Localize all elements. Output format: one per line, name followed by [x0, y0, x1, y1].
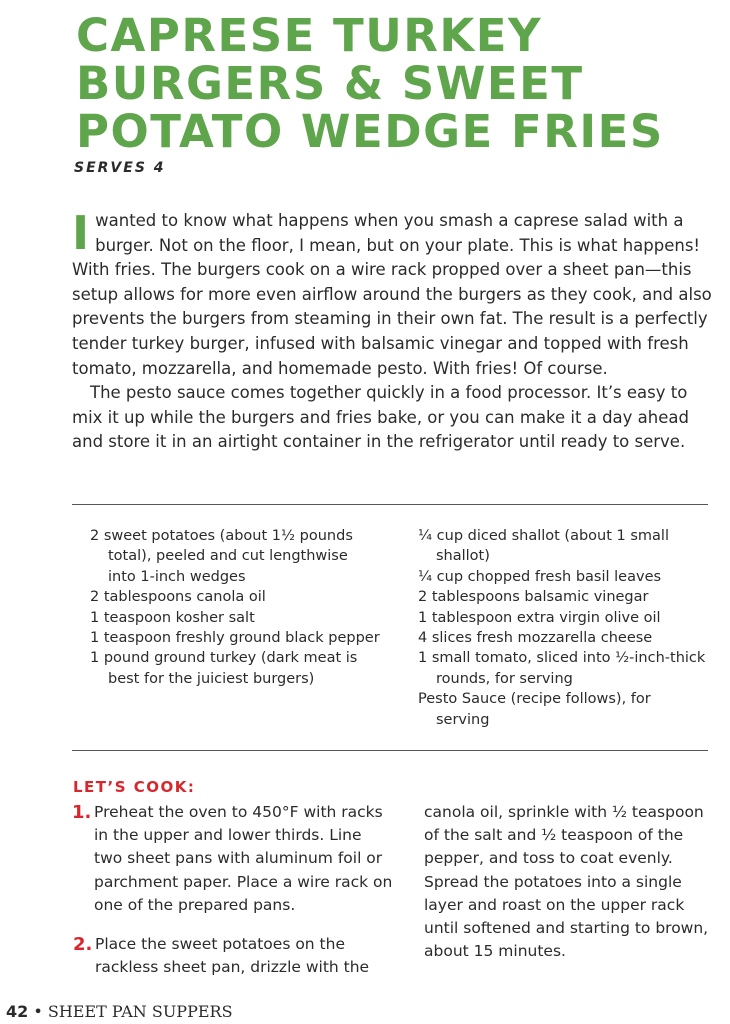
step-text: Place the sweet potatoes on the rackless sheet pan, drizzle with the	[95, 935, 370, 977]
serves-label: SERVES 4	[74, 160, 166, 176]
ingredient-item: Pesto Sauce (recipe follows), for serving	[418, 691, 651, 728]
lets-cook-heading: LET’S COOK:	[73, 778, 196, 796]
ingredient-item: 1 teaspoon kosher salt	[90, 609, 255, 626]
divider-top	[72, 504, 708, 505]
ingredient-item: 1 small tomato, sliced into ½-inch-thick rounds, for serving	[418, 650, 706, 687]
intro-paragraph-1-text: wanted to know what happens when you smash a caprese salad with a burger. Not on the floor, I mean, but on your plate. This is what happens! With fries. The burgers cook on a wire rack propped over a sheet pan—this setup allows for more even airflow around the burgers as they cook, and also prevents the burgers from steaming in their own fat. The result is a perfectly tender turkey burger, infused with balsamic vinegar and topped with fresh tomato, mozzarella, and homemade pesto. With fries! Of course.	[72, 211, 712, 378]
step-1	[72, 801, 394, 917]
recipe-title	[76, 9, 664, 158]
ingredient-item: 2 sweet potatoes (about 1½ pounds total), peeled and cut lengthwise into 1-inch wedges	[90, 528, 353, 585]
book-title: SHEET PAN SUPPERS	[47, 1002, 233, 1021]
intro-text	[72, 206, 712, 455]
page-footer	[6, 1002, 233, 1021]
ingredient-item: ¼ cup diced shallot (about 1 small shallot)	[418, 528, 669, 565]
title-line-1: CAPRESE TURKEY	[76, 9, 543, 62]
step-2-continued: canola oil, sprinkle with ½ teaspoon of the salt and ½ teaspoon of the pepper, and toss to coat evenly. Spread the potatoes into a single layer and roast on the upper rack until softened and starting to brown, about 15 minutes.	[424, 803, 709, 961]
step-number: 2.	[73, 934, 93, 955]
step-number: 1.	[72, 802, 92, 823]
ingredient-item: 1 pound ground turkey (dark meat is best for the juiciest burgers)	[90, 650, 358, 687]
ingredients-right-column	[418, 526, 708, 730]
step-text: Preheat the oven to 450°F with racks in the upper and lower thirds. Line two sheet pans with aluminum foil or parchment paper. Place a wire rack on one of the prepared pans.	[94, 803, 393, 914]
intro-paragraph-2: The pesto sauce comes together quickly in a food processor. It’s easy to mix it up while the burgers and fries bake, or you can make it a day ahead and store it in an airtight container in the refrigerator until ready to serve.	[72, 383, 689, 452]
divider-bottom	[72, 750, 708, 751]
intro-paragraph-1	[72, 206, 712, 381]
ingredient-item: 1 teaspoon freshly ground black pepper	[90, 630, 380, 647]
ingredient-item: 2 tablespoons canola oil	[90, 589, 266, 606]
step-2	[73, 933, 395, 979]
footer-separator: •	[33, 1002, 43, 1021]
ingredient-item: ¼ cup chopped fresh basil leaves	[418, 568, 662, 585]
page-number: 42	[6, 1002, 29, 1021]
ingredient-item: 2 tablespoons balsamic vinegar	[418, 589, 649, 606]
title-line-3: POTATO WEDGE FRIES	[76, 105, 664, 158]
title-line-2: BURGERS & SWEET	[76, 57, 584, 110]
ingredients-left-column	[90, 526, 380, 689]
drop-cap: I	[72, 206, 90, 260]
ingredient-item: 1 tablespoon extra virgin olive oil	[418, 609, 661, 626]
ingredient-item: 4 slices fresh mozzarella cheese	[418, 630, 653, 647]
